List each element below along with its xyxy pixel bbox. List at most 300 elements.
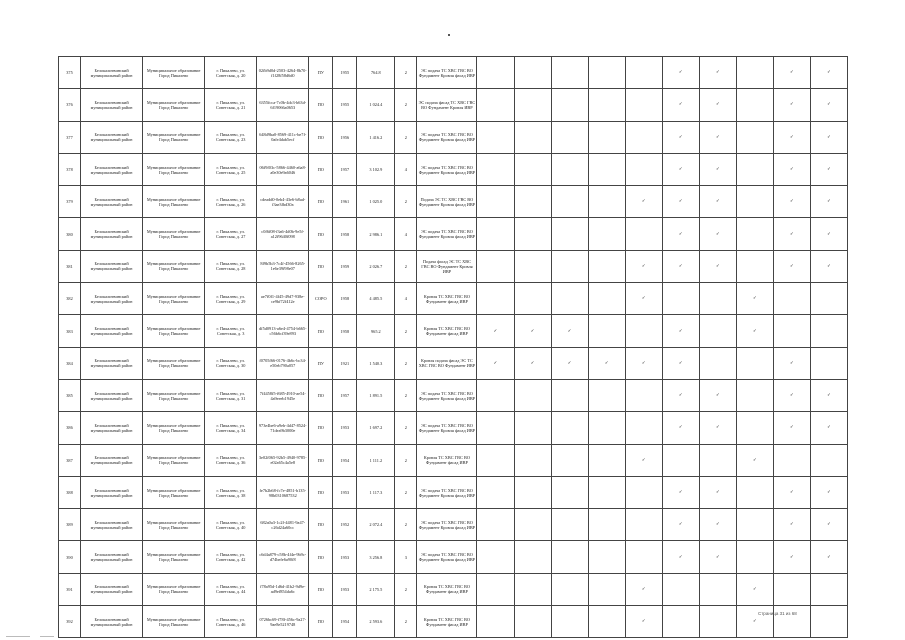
building-type-cell: ПУ bbox=[309, 347, 333, 379]
checkmark-cell: ✓ bbox=[625, 347, 662, 379]
address-cell: г. Пикалево, ул. Советская, д. 27 bbox=[205, 218, 257, 250]
checkmark-cell bbox=[588, 509, 625, 541]
area-cell: 1 540.3 bbox=[357, 347, 395, 379]
checkmark-cell: ✓ bbox=[662, 541, 699, 573]
checkmark-cell: ✓ bbox=[662, 153, 699, 185]
checkmark-cell bbox=[736, 476, 773, 508]
checkmark-cell bbox=[625, 218, 662, 250]
checkmark-cell bbox=[588, 121, 625, 153]
year-cell: 1954 bbox=[333, 444, 357, 476]
row-number: 382 bbox=[59, 283, 81, 315]
checkmark-cell: ✓ bbox=[662, 186, 699, 218]
building-type-cell: ПО bbox=[309, 573, 333, 605]
district-cell: Белокалитвинский муниципальный район bbox=[81, 121, 143, 153]
checkmark-cell bbox=[699, 315, 736, 347]
area-cell: 1 111.2 bbox=[357, 444, 395, 476]
checkmark-cell bbox=[477, 121, 514, 153]
checkmark-cell bbox=[810, 315, 847, 347]
district-cell: Белокалитвинский муниципальный район bbox=[81, 218, 143, 250]
owner-cell: Муниципальное образование Город Пикалево bbox=[143, 541, 205, 573]
checkmark-cell bbox=[514, 57, 551, 89]
checkmark-cell bbox=[477, 476, 514, 508]
address-cell: г. Пикалево, ул. Советская, д. 44 bbox=[205, 573, 257, 605]
owner-cell: Муниципальное образование Город Пикалево bbox=[143, 250, 205, 282]
checkmark-cell: ✓ bbox=[773, 379, 810, 411]
floors-cell: 2 bbox=[395, 509, 417, 541]
checkmark-cell bbox=[588, 186, 625, 218]
building-type-cell: ПО bbox=[309, 89, 333, 121]
row-number: 383 bbox=[59, 315, 81, 347]
table-row bbox=[59, 573, 848, 605]
floors-cell: 2 bbox=[395, 476, 417, 508]
checkmark-cell bbox=[477, 606, 514, 638]
works-list-cell: ЭС подача ТС ХВС ГВС ВО Фундамент Кровля фасад ИВР bbox=[417, 509, 477, 541]
row-number: 376 bbox=[59, 89, 81, 121]
checkmark-cell bbox=[477, 57, 514, 89]
checkmark-cell bbox=[588, 412, 625, 444]
area-cell: 2 593.6 bbox=[357, 606, 395, 638]
cadastral-id-cell: c6d4a879-c58b-4f4e-9b9c-d74befe6a90f8 bbox=[257, 541, 309, 573]
floors-cell: 2 bbox=[395, 57, 417, 89]
checkmark-cell bbox=[736, 89, 773, 121]
checkmark-cell bbox=[514, 509, 551, 541]
area-cell: 2 072.4 bbox=[357, 509, 395, 541]
checkmark-cell: ✓ bbox=[773, 153, 810, 185]
checkmark-cell: ✓ bbox=[662, 509, 699, 541]
owner-cell: Муниципальное образование Город Пикалево bbox=[143, 315, 205, 347]
district-cell: Белокалитвинский муниципальный район bbox=[81, 347, 143, 379]
cadastral-id-cell: 0726bc69-f78f-456c-9a27-9ae8e5219748 bbox=[257, 606, 309, 638]
year-cell: 1961 bbox=[333, 186, 357, 218]
table-row bbox=[59, 121, 848, 153]
checkmark-cell bbox=[625, 121, 662, 153]
owner-cell: Муниципальное образование Город Пикалево bbox=[143, 606, 205, 638]
area-cell: 1 416.2 bbox=[357, 121, 395, 153]
checkmark-cell bbox=[625, 476, 662, 508]
checkmark-cell bbox=[588, 57, 625, 89]
checkmark-cell bbox=[477, 541, 514, 573]
checkmark-cell: ✓ bbox=[662, 315, 699, 347]
area-cell: 2 026.7 bbox=[357, 250, 395, 282]
checkmark-cell bbox=[477, 89, 514, 121]
checkmark-cell: ✓ bbox=[810, 250, 847, 282]
row-number: 375 bbox=[59, 57, 81, 89]
checkmark-cell: ✓ bbox=[699, 57, 736, 89]
checkmark-cell bbox=[662, 444, 699, 476]
row-number: 378 bbox=[59, 153, 81, 185]
checkmark-cell: ✓ bbox=[810, 412, 847, 444]
checkmark-cell: ✓ bbox=[625, 444, 662, 476]
checkmark-cell: ✓ bbox=[699, 509, 736, 541]
row-number: 381 bbox=[59, 250, 81, 282]
building-type-cell: ПО bbox=[309, 509, 333, 541]
checkmark-cell bbox=[625, 315, 662, 347]
checkmark-cell bbox=[699, 444, 736, 476]
checkmark-cell: ✓ bbox=[773, 121, 810, 153]
district-cell: Белокалитвинский муниципальный район bbox=[81, 573, 143, 605]
table-row bbox=[59, 250, 848, 282]
works-list-cell: ЭС подача ТС ХВС ГВС ВО Фундамент Кровля фасад ИВР bbox=[417, 153, 477, 185]
building-type-cell: ПО bbox=[309, 541, 333, 573]
checkmark-cell bbox=[736, 412, 773, 444]
checkmark-cell: ✓ bbox=[477, 347, 514, 379]
checkmark-cell: ✓ bbox=[810, 186, 847, 218]
address-cell: г. Пикалево, ул. Советская, д. 20 bbox=[205, 57, 257, 89]
checkmark-cell bbox=[477, 379, 514, 411]
building-type-cell: СОРО bbox=[309, 283, 333, 315]
works-list-cell: ЭС подача ТС ХВС ГВС ВО Фундамент Кровля фасад ИВР bbox=[417, 412, 477, 444]
building-type-cell: ПО bbox=[309, 315, 333, 347]
row-number: 379 bbox=[59, 186, 81, 218]
district-cell: Белокалитвинский муниципальный район bbox=[81, 315, 143, 347]
works-list-cell: ЭС подача ТС ХВС ГВС ВО Фундамент Кровля фасад ИВР bbox=[417, 476, 477, 508]
year-cell: 1957 bbox=[333, 153, 357, 185]
works-list-cell: ЭС подача фасад ТС ХВС ГВС ВО Фундамент Кровля ИВР bbox=[417, 89, 477, 121]
checkmark-cell bbox=[588, 315, 625, 347]
checkmark-cell bbox=[551, 218, 588, 250]
year-cell: 1958 bbox=[333, 218, 357, 250]
checkmark-cell bbox=[810, 573, 847, 605]
page-footer-note: Страница 31 из 68 bbox=[758, 611, 797, 616]
cadastral-id-cell: ae7f0f1-4f45-49d7-938e-ce9bf72f412e bbox=[257, 283, 309, 315]
checkmark-cell bbox=[514, 283, 551, 315]
floors-cell: 2 bbox=[395, 250, 417, 282]
checkmark-cell bbox=[514, 444, 551, 476]
checkmark-cell bbox=[588, 379, 625, 411]
year-cell: 1955 bbox=[333, 57, 357, 89]
works-list-cell: Кровля ТС ХВС ГВС ВО Фундамент фасад ИВР bbox=[417, 573, 477, 605]
checkmark-cell bbox=[662, 606, 699, 638]
table-row bbox=[59, 153, 848, 185]
works-list-cell: Подача ЭС ТС ХВС ГВС ВО Фундамент Кровля фасад ИВР bbox=[417, 186, 477, 218]
checkmark-cell bbox=[736, 121, 773, 153]
checkmark-cell bbox=[699, 347, 736, 379]
checkmark-cell: ✓ bbox=[773, 250, 810, 282]
checkmark-cell bbox=[514, 186, 551, 218]
building-type-cell: ПО bbox=[309, 444, 333, 476]
cadastral-id-cell: 06f9f03c-5866-4460-a6a8-a0e30e9a6046 bbox=[257, 153, 309, 185]
works-list-cell: ЭС подача ТС ХВС ГВС ВО Фундамент Кровля фасад ИВР bbox=[417, 121, 477, 153]
checkmark-cell: ✓ bbox=[662, 412, 699, 444]
address-cell: г. Пикалево, ул. Советская, д. 21 bbox=[205, 89, 257, 121]
checkmark-cell bbox=[551, 509, 588, 541]
checkmark-cell: ✓ bbox=[514, 347, 551, 379]
checkmark-cell: ✓ bbox=[773, 509, 810, 541]
checkmark-cell bbox=[514, 541, 551, 573]
checkmark-cell: ✓ bbox=[810, 153, 847, 185]
table-row bbox=[59, 541, 848, 573]
checkmark-cell bbox=[736, 153, 773, 185]
district-cell: Белокалитвинский муниципальный район bbox=[81, 541, 143, 573]
checkmark-cell: ✓ bbox=[699, 379, 736, 411]
year-cell: 1958 bbox=[333, 315, 357, 347]
checkmark-cell: ✓ bbox=[625, 186, 662, 218]
year-cell: 1957 bbox=[333, 379, 357, 411]
cadastral-id-cell: cdeadd0-0eb4-43e6-b8ad-f3ae3fbd30a bbox=[257, 186, 309, 218]
checkmark-cell: ✓ bbox=[699, 541, 736, 573]
checkmark-cell bbox=[551, 444, 588, 476]
address-cell: г. Пикалево, ул. Советская, д. 31 bbox=[205, 379, 257, 411]
table-row bbox=[59, 509, 848, 541]
row-number: 388 bbox=[59, 476, 81, 508]
district-cell: Белокалитвинский муниципальный район bbox=[81, 444, 143, 476]
district-cell: Белокалитвинский муниципальный район bbox=[81, 283, 143, 315]
row-number: 390 bbox=[59, 541, 81, 573]
checkmark-cell bbox=[514, 476, 551, 508]
checkmark-cell bbox=[588, 283, 625, 315]
owner-cell: Муниципальное образование Город Пикалево bbox=[143, 509, 205, 541]
district-cell: Белокалитвинский муниципальный район bbox=[81, 89, 143, 121]
checkmark-cell bbox=[810, 347, 847, 379]
cadastral-id-cell: df5d0913-a6e4-4754-b665-c56b6cf39e893 bbox=[257, 315, 309, 347]
district-cell: Белокалитвинский муниципальный район bbox=[81, 250, 143, 282]
owner-cell: Муниципальное образование Город Пикалево bbox=[143, 186, 205, 218]
cadastral-id-cell: 6355fcca-7c0b-4dc3-b63d-6f19066a0653 bbox=[257, 89, 309, 121]
checkmark-cell: ✓ bbox=[773, 186, 810, 218]
checkmark-cell: ✓ bbox=[699, 412, 736, 444]
checkmark-cell bbox=[588, 250, 625, 282]
cadastral-id-cell: 8f9b5b3-7c4f-4566-8265-1e6e39f98e07 bbox=[257, 250, 309, 282]
checkmark-cell bbox=[477, 153, 514, 185]
checkmark-cell: ✓ bbox=[699, 186, 736, 218]
owner-cell: Муниципальное образование Город Пикалево bbox=[143, 573, 205, 605]
area-cell: 2 986.1 bbox=[357, 218, 395, 250]
owner-cell: Муниципальное образование Город Пикалево bbox=[143, 57, 205, 89]
checkmark-cell bbox=[736, 541, 773, 573]
checkmark-cell bbox=[736, 379, 773, 411]
district-cell: Белокалитвинский муниципальный район bbox=[81, 153, 143, 185]
building-type-cell: ПО bbox=[309, 121, 333, 153]
row-number: 392 bbox=[59, 606, 81, 638]
year-cell: 1953 bbox=[333, 412, 357, 444]
address-cell: г. Пикалево, ул. Советская, д. 42 bbox=[205, 541, 257, 573]
row-number: 377 bbox=[59, 121, 81, 153]
area-cell: 1 697.2 bbox=[357, 412, 395, 444]
address-cell: г. Пикалево, ул. Советская, д. 28 bbox=[205, 250, 257, 282]
owner-cell: Муниципальное образование Город Пикалево bbox=[143, 444, 205, 476]
floors-cell: 2 bbox=[395, 315, 417, 347]
table-row bbox=[59, 412, 848, 444]
checkmark-cell bbox=[514, 153, 551, 185]
checkmark-cell bbox=[514, 250, 551, 282]
table-row bbox=[59, 186, 848, 218]
works-list-cell: Кровля ТС ХВС ГВС ВО Фундамент фасад ИВР bbox=[417, 606, 477, 638]
area-cell: 965.2 bbox=[357, 315, 395, 347]
checkmark-cell: ✓ bbox=[699, 89, 736, 121]
checkmark-cell: ✓ bbox=[625, 283, 662, 315]
checkmark-cell bbox=[810, 283, 847, 315]
address-cell: г. Пикалево, ул. Советская, д. 25 bbox=[205, 153, 257, 185]
district-cell: Белокалитвинский муниципальный район bbox=[81, 476, 143, 508]
cadastral-id-cell: 682a0a3-1c2f-4481-9a47-c26d24a60cc bbox=[257, 509, 309, 541]
cadastral-id-cell: 7f4458f5-f685-4910-ae54-4a9eeeb1945e bbox=[257, 379, 309, 411]
row-number: 387 bbox=[59, 444, 81, 476]
checkmark-cell bbox=[477, 218, 514, 250]
works-list-cell: ЭС подача ТС ХВС ГВС ВО Фундамент Кровля фасад ИВР bbox=[417, 218, 477, 250]
district-cell: Белокалитвинский муниципальный район bbox=[81, 379, 143, 411]
checkmark-cell bbox=[810, 444, 847, 476]
district-cell: Белокалитвинский муниципальный район bbox=[81, 57, 143, 89]
scan-speck bbox=[448, 34, 450, 36]
row-number: 386 bbox=[59, 412, 81, 444]
building-type-cell: ПО bbox=[309, 476, 333, 508]
floors-cell: 2 bbox=[395, 412, 417, 444]
checkmark-cell bbox=[736, 218, 773, 250]
checkmark-cell bbox=[477, 509, 514, 541]
checkmark-cell bbox=[625, 541, 662, 573]
checkmark-cell bbox=[551, 573, 588, 605]
building-type-cell: ПО bbox=[309, 250, 333, 282]
table-body bbox=[59, 57, 848, 638]
checkmark-cell bbox=[551, 121, 588, 153]
checkmark-cell: ✓ bbox=[699, 153, 736, 185]
checkmark-cell bbox=[662, 283, 699, 315]
area-cell: 1 117.3 bbox=[357, 476, 395, 508]
cadastral-id-cell: 648d9ba0-8569-411c-be7f-0afe4dab5ecf bbox=[257, 121, 309, 153]
cadastral-id-cell: f78a95d-1d6d-41b2-9d9e-ad9ef854da6c bbox=[257, 573, 309, 605]
checkmark-cell bbox=[551, 606, 588, 638]
floors-cell: 2 bbox=[395, 379, 417, 411]
checkmark-cell bbox=[773, 283, 810, 315]
checkmark-cell bbox=[625, 57, 662, 89]
checkmark-cell bbox=[625, 412, 662, 444]
checkmark-cell: ✓ bbox=[477, 315, 514, 347]
checkmark-cell bbox=[699, 606, 736, 638]
checkmark-cell bbox=[477, 283, 514, 315]
checkmark-cell: ✓ bbox=[773, 89, 810, 121]
address-cell: г. Пикалево, ул. Советская, д. 46 bbox=[205, 606, 257, 638]
floors-cell: 2 bbox=[395, 121, 417, 153]
row-number: 384 bbox=[59, 347, 81, 379]
checkmark-cell: ✓ bbox=[662, 121, 699, 153]
address-cell: г. Пикалево, ул. Советская, д. 26 bbox=[205, 186, 257, 218]
building-type-cell: ПО bbox=[309, 412, 333, 444]
works-list-cell: ЭС подача ТС ХВС ГВС ВО Фундамент Кровля фасад ИВР bbox=[417, 57, 477, 89]
district-cell: Белокалитвинский муниципальный район bbox=[81, 412, 143, 444]
works-list-cell: ЭС подача ТС ХВС ГВС ВО Фундамент Кровля фасад ИВР bbox=[417, 541, 477, 573]
checkmark-cell bbox=[736, 250, 773, 282]
year-cell: 1959 bbox=[333, 250, 357, 282]
checkmark-cell: ✓ bbox=[662, 89, 699, 121]
checkmark-cell bbox=[588, 573, 625, 605]
checkmark-cell bbox=[810, 606, 847, 638]
year-cell: 1952 bbox=[333, 509, 357, 541]
checkmark-cell: ✓ bbox=[699, 218, 736, 250]
works-list-cell: Кровля подача фасад ЭС ТС ХВС ГВС ВО Фундамент ИВР bbox=[417, 347, 477, 379]
address-cell: г. Пикалево, ул. Советская, д. 30 bbox=[205, 347, 257, 379]
checkmark-cell: ✓ bbox=[810, 89, 847, 121]
checkmark-cell: ✓ bbox=[625, 250, 662, 282]
works-list-cell: Кровля ТС ХВС ГВС ВО Фундамент фасад ИВР bbox=[417, 315, 477, 347]
owner-cell: Муниципальное образование Город Пикалево bbox=[143, 153, 205, 185]
cadastral-id-cell: 3e02f065-92b5-4940-9785-e02a65c4a5e8 bbox=[257, 444, 309, 476]
checkmark-cell bbox=[625, 89, 662, 121]
checkmark-cell: ✓ bbox=[810, 57, 847, 89]
checkmark-cell: ✓ bbox=[736, 444, 773, 476]
checkmark-cell bbox=[625, 153, 662, 185]
row-number: 385 bbox=[59, 379, 81, 411]
checkmark-cell: ✓ bbox=[736, 283, 773, 315]
area-cell: 3 102.9 bbox=[357, 153, 395, 185]
floors-cell: 2 bbox=[395, 347, 417, 379]
checkmark-cell bbox=[588, 541, 625, 573]
checkmark-cell: ✓ bbox=[810, 218, 847, 250]
works-list-cell: Кровля ТС ХВС ГВС ВО Фундамент фасад ИВР bbox=[417, 444, 477, 476]
checkmark-cell bbox=[551, 57, 588, 89]
address-cell: г. Пикалево, ул. Советская, д. 29 bbox=[205, 283, 257, 315]
checkmark-cell bbox=[551, 476, 588, 508]
works-list-cell: Подача фасад ЭС ТС ХВС ГВС ВО Фундамент Кровля ИВР bbox=[417, 250, 477, 282]
area-cell: 1 025.0 bbox=[357, 186, 395, 218]
checkmark-cell bbox=[625, 509, 662, 541]
checkmark-cell: ✓ bbox=[736, 573, 773, 605]
table-row bbox=[59, 476, 848, 508]
table-row bbox=[59, 57, 848, 89]
row-number: 380 bbox=[59, 218, 81, 250]
checkmark-cell bbox=[551, 541, 588, 573]
year-cell: 1953 bbox=[333, 573, 357, 605]
year-cell: 1958 bbox=[333, 283, 357, 315]
checkmark-cell: ✓ bbox=[699, 121, 736, 153]
building-type-cell: ПО bbox=[309, 606, 333, 638]
checkmark-cell: ✓ bbox=[662, 379, 699, 411]
checkmark-cell bbox=[477, 250, 514, 282]
cadastral-id-cell: c0f6f08-f3a6-4d0b-9e5f-a12f9640f098 bbox=[257, 218, 309, 250]
building-type-cell: ПО bbox=[309, 218, 333, 250]
checkmark-cell: ✓ bbox=[736, 606, 773, 638]
checkmark-cell: ✓ bbox=[773, 347, 810, 379]
checkmark-cell: ✓ bbox=[588, 347, 625, 379]
checkmark-cell: ✓ bbox=[662, 218, 699, 250]
floors-cell: 4 bbox=[395, 218, 417, 250]
checkmark-cell bbox=[699, 283, 736, 315]
checkmark-cell bbox=[773, 315, 810, 347]
checkmark-cell bbox=[551, 379, 588, 411]
table-row bbox=[59, 347, 848, 379]
checkmark-cell bbox=[588, 218, 625, 250]
checkmark-cell bbox=[736, 347, 773, 379]
cadastral-id-cell: 973e4be6-a9eb-4d47-8524-71dea9b3000e bbox=[257, 412, 309, 444]
building-type-cell: ПУ bbox=[309, 57, 333, 89]
checkmark-cell bbox=[514, 379, 551, 411]
checkmark-cell: ✓ bbox=[810, 541, 847, 573]
owner-cell: Муниципальное образование Город Пикалево bbox=[143, 283, 205, 315]
floors-cell: 2 bbox=[395, 573, 417, 605]
table-row bbox=[59, 218, 848, 250]
area-cell: 1 024.4 bbox=[357, 89, 395, 121]
checkmark-cell bbox=[551, 283, 588, 315]
address-cell: г. Пикалево, ул. Советская, д. 34 bbox=[205, 412, 257, 444]
year-cell: 1956 bbox=[333, 121, 357, 153]
checkmark-cell: ✓ bbox=[551, 315, 588, 347]
checkmark-cell bbox=[736, 57, 773, 89]
owner-cell: Муниципальное образование Город Пикалево bbox=[143, 121, 205, 153]
works-list-cell: ЭС подача ТС ХВС ГВС ВО Фундамент Кровля фасад ИВР bbox=[417, 379, 477, 411]
checkmark-cell bbox=[477, 186, 514, 218]
floors-cell: 2 bbox=[395, 444, 417, 476]
table-row bbox=[59, 444, 848, 476]
address-cell: г. Пикалево, ул. Советская, д. 3 bbox=[205, 315, 257, 347]
year-cell: 1955 bbox=[333, 89, 357, 121]
checkmark-cell: ✓ bbox=[662, 476, 699, 508]
checkmark-cell bbox=[551, 186, 588, 218]
address-cell: г. Пикалево, ул. Советская, д. 36 bbox=[205, 444, 257, 476]
year-cell: 1953 bbox=[333, 541, 357, 573]
row-number: 391 bbox=[59, 573, 81, 605]
checkmark-cell bbox=[514, 218, 551, 250]
checkmark-cell bbox=[514, 121, 551, 153]
area-cell: 3 256.8 bbox=[357, 541, 395, 573]
